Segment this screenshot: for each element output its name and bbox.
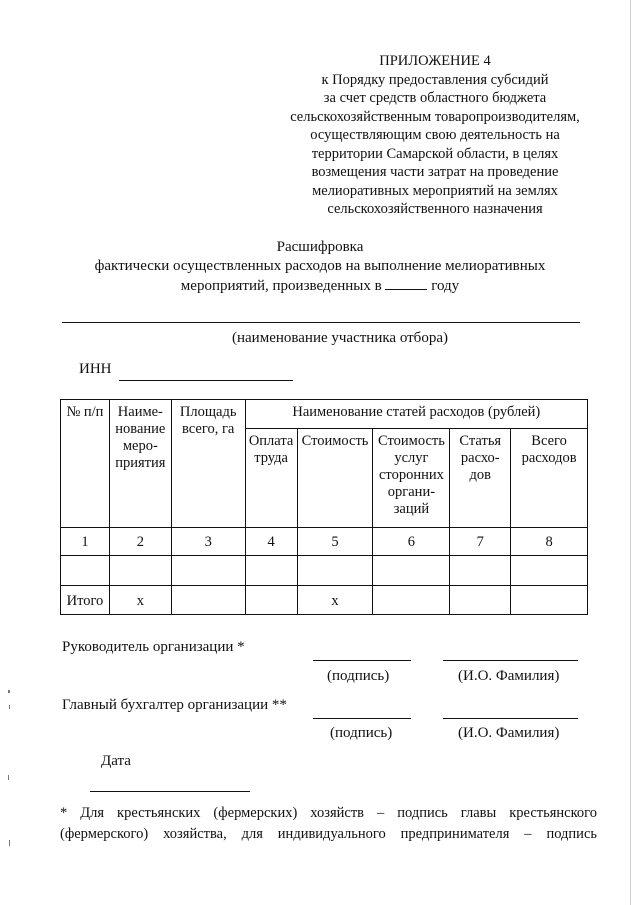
column-number-row (61, 528, 588, 556)
accountant-signature-caption: (подпись) (330, 725, 393, 741)
scan-edge (630, 0, 631, 905)
title-line-3 (40, 276, 600, 296)
head-of-organization-label: Руководитель организации * (62, 639, 245, 655)
accountant-signature-line[interactable] (313, 718, 411, 719)
header-expense-items: Наименование статей расходов (рублей) (245, 400, 587, 429)
column-number: 2 (109, 528, 171, 556)
header-labor-payment: Оплата труда (245, 429, 297, 528)
table-row (61, 556, 588, 586)
table-cell[interactable] (245, 556, 297, 586)
header-total-expenses: Всего расходов (511, 429, 588, 528)
annex-line: к Порядку предоставления субсидий (321, 71, 549, 88)
date-label: Дата (101, 753, 131, 769)
annex-title: ПРИЛОЖЕНИЕ 4 (379, 53, 491, 69)
annex-line: сельскохозяйственного назначения (327, 201, 543, 217)
column-number: 3 (171, 528, 245, 556)
column-number: 1 (61, 528, 110, 556)
total-cell[interactable] (171, 586, 245, 615)
header-cost: Стоимость (297, 429, 373, 528)
header-area: Площадь всего, га (171, 400, 245, 528)
table-cell[interactable] (511, 556, 588, 586)
annex-line: территории Самарской области, в целях (311, 145, 559, 162)
table-cell[interactable] (61, 556, 110, 586)
total-label: Итого (61, 586, 110, 615)
column-number: 7 (450, 528, 511, 556)
annex-line: мелиоративных мероприятий на землях (312, 182, 558, 199)
head-signature-line[interactable] (313, 660, 411, 661)
title-line-3-end: году (431, 278, 460, 294)
inn-field-line[interactable] (119, 380, 293, 381)
head-signature-caption: (подпись) (327, 668, 390, 684)
scan-artifact (8, 775, 9, 780)
scan-artifact (8, 690, 10, 693)
annex-line: осуществляющим свою деятельность на (310, 127, 560, 143)
participant-caption: (наименование участника отбора) (232, 330, 448, 346)
column-number: 4 (245, 528, 297, 556)
table-cell[interactable] (297, 556, 373, 586)
inn-label: ИНН (79, 361, 112, 377)
total-row (61, 586, 588, 615)
accountant-name-line[interactable] (443, 718, 578, 719)
column-number: 8 (511, 528, 588, 556)
scan-artifact (9, 840, 10, 846)
total-cell[interactable] (511, 586, 588, 615)
participant-name-line[interactable] (62, 322, 580, 323)
expenses-table (60, 399, 588, 615)
total-cell: х (109, 586, 171, 615)
total-cell: х (297, 586, 373, 615)
total-cell[interactable] (450, 586, 511, 615)
document-title (40, 238, 600, 296)
accountant-name-caption: (И.О. Фамилия) (458, 725, 560, 741)
total-cell[interactable] (245, 586, 297, 615)
total-cell[interactable] (373, 586, 450, 615)
chief-accountant-label: Главный бухгалтер организации ** (62, 697, 287, 713)
footnote-line-1: * Для крестьянских (фермерских) хозяйств – подпись главы крестьянского (60, 805, 597, 821)
footnote-line-2: (фермерского) хозяйства, для индивидуального предпринимателя – подпись (60, 826, 597, 842)
year-blank-field[interactable] (385, 276, 427, 290)
table-cell[interactable] (109, 556, 171, 586)
annex-line: возмещения части затрат на проведение (311, 164, 559, 180)
table-cell[interactable] (373, 556, 450, 586)
title-line-1: Расшифровка (276, 239, 364, 255)
title-line-2: фактически осуществленных расходов на выполнение мелиоративных (94, 258, 546, 274)
title-line-3-start: мероприятий, произведенных в (180, 278, 382, 294)
table-cell[interactable] (171, 556, 245, 586)
header-event-name: Наиме- нование меро- приятия (109, 400, 171, 528)
annex-line: за счет средств областного бюджета (323, 90, 547, 106)
scan-artifact (9, 705, 10, 709)
date-field-line[interactable] (90, 791, 250, 792)
annex-line: сельскохозяйственным товаропроизводителям, (290, 108, 580, 125)
header-expense-article: Статья расхо- дов (450, 429, 511, 528)
header-third-party-services: Стоимость услуг сторонних органи- заций (373, 429, 450, 528)
annex-header (270, 52, 600, 219)
head-name-line[interactable] (443, 660, 578, 661)
header-number: № п/п (61, 400, 110, 528)
column-number: 5 (297, 528, 373, 556)
footnote (60, 803, 597, 845)
head-name-caption: (И.О. Фамилия) (458, 668, 560, 684)
table-cell[interactable] (450, 556, 511, 586)
column-number: 6 (373, 528, 450, 556)
